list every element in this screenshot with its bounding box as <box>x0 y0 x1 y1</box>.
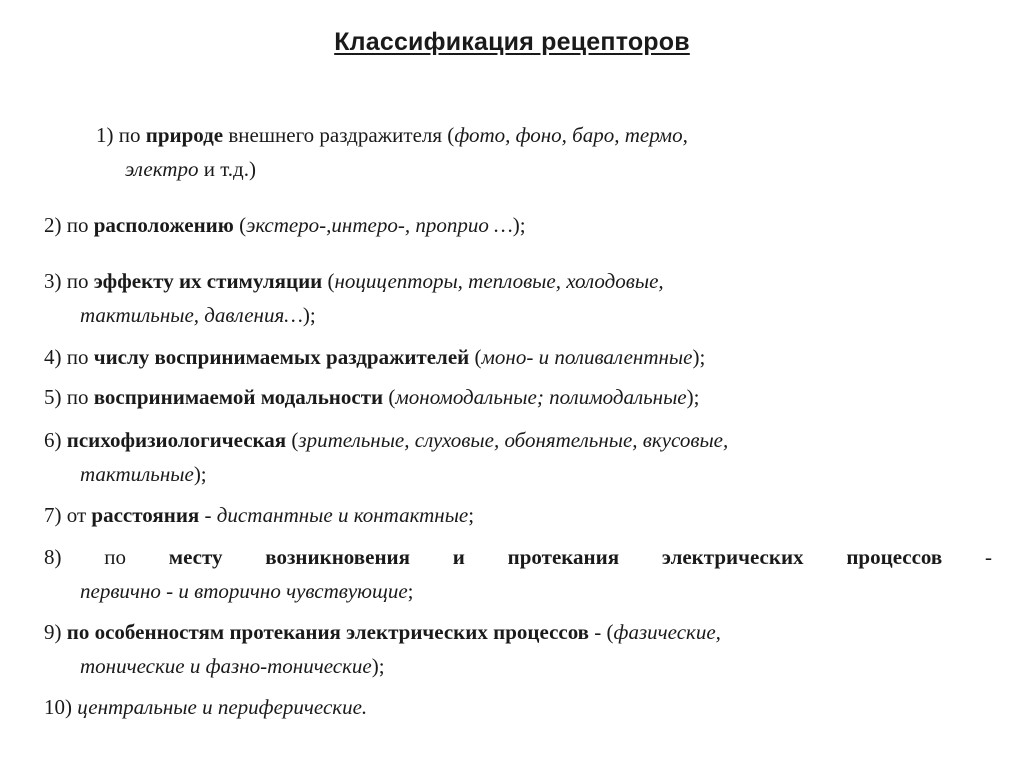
list-item-4 <box>44 340 705 374</box>
text-segment: - ( <box>589 620 614 644</box>
text-segment: ( <box>383 385 396 409</box>
slide-title <box>0 28 1024 57</box>
text-segment: и т.д.) <box>198 157 256 181</box>
item-line <box>44 615 721 649</box>
text-segment: ); <box>193 462 207 486</box>
item-line <box>44 423 728 457</box>
list-item-10 <box>44 690 367 724</box>
text-segment: первично - и вторично чувствующие <box>80 579 408 603</box>
list-item-8 <box>44 540 992 608</box>
text-segment: ( <box>322 269 335 293</box>
text-segment: 5) по <box>44 385 94 409</box>
item-line <box>44 264 664 298</box>
text-segment: ); <box>302 303 316 327</box>
text-segment: по особенностям протекания электрических процессов <box>66 620 590 644</box>
text-segment: эффекту их стимуляции <box>93 269 323 293</box>
text-segment: 2) по <box>44 213 94 237</box>
text-segment: ( <box>469 345 482 369</box>
text-segment: фазические, <box>613 620 721 644</box>
text-segment: 9) <box>44 620 67 644</box>
text-segment: внешнего раздражителя ( <box>223 123 455 147</box>
text-segment: воспринимаемой модальности <box>93 385 384 409</box>
text-segment: 6) <box>44 428 67 452</box>
text-segment: ( <box>286 428 299 452</box>
text-segment: ); <box>692 345 706 369</box>
text-segment: электро <box>125 157 199 181</box>
text-segment: тактильные, давления… <box>80 303 303 327</box>
list-item-6 <box>44 423 728 491</box>
list-item-1 <box>96 118 688 186</box>
text-segment: мономодальные; полимодальные <box>395 385 687 409</box>
text-segment: ); <box>371 654 385 678</box>
item-line <box>96 118 688 152</box>
text-segment: месту возникновения и протекания электрических процессов <box>168 545 943 569</box>
text-segment: моно- и поливалентные <box>481 345 693 369</box>
item-line <box>44 457 728 491</box>
text-segment: 4) по <box>44 345 94 369</box>
text-segment: ; <box>468 503 475 527</box>
item-line <box>96 152 688 186</box>
item-line <box>44 574 992 608</box>
text-segment: - <box>942 545 992 569</box>
list-item-3 <box>44 264 664 332</box>
text-segment: расположению <box>93 213 234 237</box>
text-segment: дистантные и контактные <box>216 503 469 527</box>
item-line <box>44 298 664 332</box>
item-line <box>44 540 992 574</box>
text-segment: 8) по <box>44 545 169 569</box>
text-segment: экстеро-,интеро-, проприо … <box>246 213 513 237</box>
text-segment: природе <box>145 123 224 147</box>
list-item-5 <box>44 380 699 414</box>
text-segment: 3) по <box>44 269 94 293</box>
item-line <box>44 649 721 683</box>
text-segment: - <box>199 503 217 527</box>
title-text: Классификация рецепторов <box>334 28 690 56</box>
text-segment: 1) по <box>96 123 146 147</box>
text-segment: фото, фоно, баро, термо, <box>454 123 688 147</box>
text-segment: ноцицепторы, тепловые, холодовые, <box>334 269 664 293</box>
text-segment: тонические и фазно-тонические <box>80 654 372 678</box>
text-segment: центральные и периферические. <box>77 695 368 719</box>
list-item-7 <box>44 498 474 532</box>
list-item-2 <box>44 208 526 242</box>
text-segment: ); <box>512 213 526 237</box>
text-segment: ( <box>233 213 247 237</box>
text-segment: тактильные <box>80 462 194 486</box>
text-segment: ); <box>686 385 700 409</box>
text-segment: 7) от <box>44 503 92 527</box>
text-segment: ; <box>407 579 414 603</box>
text-segment: психофизиологическая <box>66 428 287 452</box>
text-segment: 10) <box>44 695 78 719</box>
text-segment: зрительные, слуховые, обонятельные, вкусовые, <box>298 428 729 452</box>
list-item-9 <box>44 615 721 683</box>
text-segment: расстояния <box>91 503 200 527</box>
text-segment: числу воспринимаемых раздражителей <box>93 345 470 369</box>
